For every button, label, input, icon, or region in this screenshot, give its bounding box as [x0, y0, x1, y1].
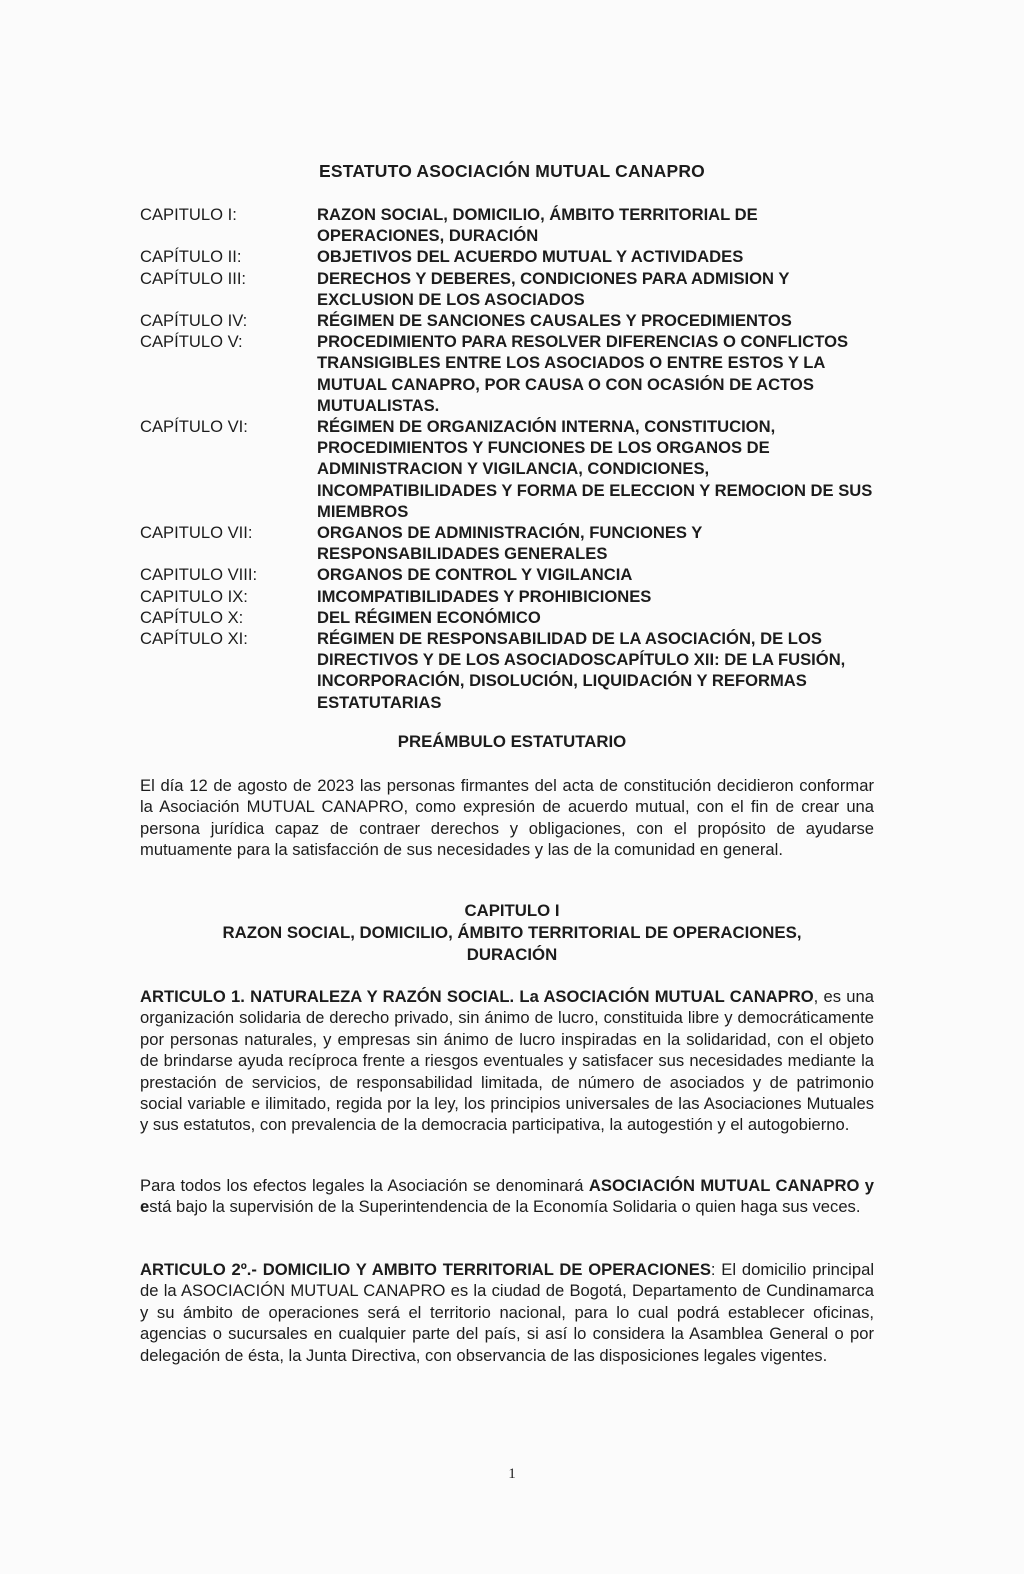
toc-label: CAPÍTULO V: — [140, 332, 243, 352]
article-2-body: : El domicilio principal de la ASOCIACIÓN MUTUAL CANAPRO es la ciudad de Bogotá, Departamento de Cundinamarca y su ámbito de operaciones será el territorio nacional, para lo cual podrá establecer oficinas, agencias o sucursales en cualquier parte del país, si así lo considera la Asamblea General o por delegación de ésta, la Junta Directiva, con observancia de las disposiciones legales vigentes. — [140, 1260, 875, 1365]
toc-row — [140, 268, 887, 310]
toc-label: CAPITULO VIII: — [140, 565, 258, 585]
toc-label: CAPITULO I: — [140, 205, 237, 224]
chapter-title-line1: RAZON SOCIAL, DOMICILIO, ÁMBITO TERRITORIAL DE OPERACIONES, — [222, 923, 802, 942]
toc-label: CAPÍTULO II: — [140, 247, 242, 267]
chapter-label: CAPITULO I — [464, 901, 560, 920]
toc-label: CAPITULO IX: — [140, 586, 248, 606]
preamble-paragraph: El día 12 de agosto de 2023 las personas firmantes del acta de constitución decidieron conformar la Asociación MUTUAL CANAPRO, como expresión de acuerdo mutual, con el fin de crear una persona jurídica capaz de contraer derechos y obligaciones, con el propósito de ayudarse mutuamente para la satisfacción de sus necesidades y las de la comunidad en general. — [140, 776, 874, 860]
denomination-paragraph — [140, 1175, 874, 1218]
toc-text: ORGANOS DE ADMINISTRACIÓN, FUNCIONES Y RESPONSABILIDADES GENERALES — [317, 523, 703, 564]
denomination-text-a: Para todos los efectos legales la Asociación se denominará — [140, 1176, 589, 1195]
chapter-title-line2: DURACIÓN — [466, 945, 558, 964]
toc-text: IMCOMPATIBILIDADES Y PROHIBICIONES — [317, 586, 652, 606]
toc-text: DERECHOS Y DEBERES, CONDICIONES PARA ADMISION Y EXCLUSION DE LOS ASOCIADOS — [317, 268, 790, 309]
article-2-heading: ARTICULO 2º.- DOMICILIO Y AMBITO TERRITORIAL DE OPERACIONES — [140, 1260, 711, 1279]
toc-row — [140, 331, 887, 416]
toc-row — [140, 607, 887, 628]
toc-row — [140, 586, 887, 607]
toc-label: CAPITULO VII: — [140, 523, 253, 543]
preamble-heading: PREÁMBULO ESTATUTARIO — [397, 732, 627, 751]
denomination-text-b: stá bajo la supervisión de la Superintendencia de la Economía Solidaria o quien haga sus veces. — [149, 1197, 861, 1217]
article-1-paragraph — [140, 986, 874, 1136]
toc-label: CAPÍTULO X: — [140, 607, 244, 627]
toc-row — [140, 246, 887, 267]
toc-text: RÉGIMEN DE SANCIONES CAUSALES Y PROCEDIMIENTOS — [317, 311, 792, 331]
toc-row — [140, 310, 887, 331]
toc-row — [140, 564, 887, 585]
toc-row — [140, 522, 887, 564]
toc-row — [140, 416, 887, 522]
toc-label: CAPÍTULO VI: — [140, 417, 248, 437]
article-2-paragraph — [140, 1259, 874, 1366]
denomination-bold: ASOCIACIÓN MUTUAL CANAPRO y e — [140, 1176, 874, 1217]
toc-text: DEL RÉGIMEN ECONÓMICO — [317, 607, 541, 627]
toc-text: ORGANOS DE CONTROL Y VIGILANCIA — [317, 565, 633, 585]
toc-label: CAPÍTULO IV: — [140, 311, 248, 331]
toc-row — [140, 628, 887, 713]
table-of-contents — [140, 204, 887, 713]
toc-label: CAPÍTULO XI: — [140, 629, 248, 649]
toc-label: CAPÍTULO III: — [140, 268, 247, 288]
toc-text: OBJETIVOS DEL ACUERDO MUTUAL Y ACTIVIDADES — [317, 247, 744, 267]
page-number: 1 — [508, 1466, 516, 1482]
toc-text: RÉGIMEN DE ORGANIZACIÓN INTERNA, CONSTITUCION, PROCEDIMIENTOS Y FUNCIONES DE LOS ORGANOS DE ADMINISTRACION Y VIGILANCIA, CONDICIONES, INCOMPATIBILIDADES Y FORMA DE ELECCION Y REMOCION DE SUS MIEMBROS — [317, 417, 873, 521]
toc-row — [140, 204, 887, 246]
toc-text: RÉGIMEN DE RESPONSABILIDAD DE LA ASOCIACIÓN, DE LOS DIRECTIVOS Y DE LOS ASOCIADOSCAPÍTULO XII: DE LA FUSIÓN, INCORPORACIÓN, DISOLUCIÓN, LIQUIDACIÓN Y REFORMAS ESTATUTARIAS — [317, 629, 846, 712]
article-1-heading: ARTICULO 1. NATURALEZA Y RAZÓN SOCIAL. La ASOCIACIÓN MUTUAL CANAPRO — [140, 987, 814, 1006]
toc-text: PROCEDIMIENTO PARA RESOLVER DIFERENCIAS O CONFLICTOS TRANSIGIBLES ENTRE LOS ASOCIADOS O ENTRE ESTOS Y LA MUTUAL CANAPRO, POR CAUSA O CON OCASIÓN DE ACTOS MUTUALISTAS. — [317, 332, 849, 415]
document-title: ESTATUTO ASOCIACIÓN MUTUAL CANAPRO — [319, 161, 705, 181]
toc-text: RAZON SOCIAL, DOMICILIO, ÁMBITO TERRITORIAL DE OPERACIONES, DURACIÓN — [317, 205, 758, 246]
article-1-body: , es una organización solidaria de derecho privado, sin ánimo de lucro, constituida libre y democráticamente por personas naturales, y empresas sin ánimo de lucro inspiradas en la solidaridad, con el objeto de brindarse ayuda recíproca frente a riesgos eventuales y satisfacer sus necesidades mediante la prestación de servicios, de responsabilidad limitada, de número de asociados y de patrimonio social variable e ilimitado, regida por la ley, los principios universales de las Asociaciones Mutuales y sus estatutos, con prevalencia de la democracia participativa, la autogestión y el autogobierno. — [140, 987, 874, 1135]
